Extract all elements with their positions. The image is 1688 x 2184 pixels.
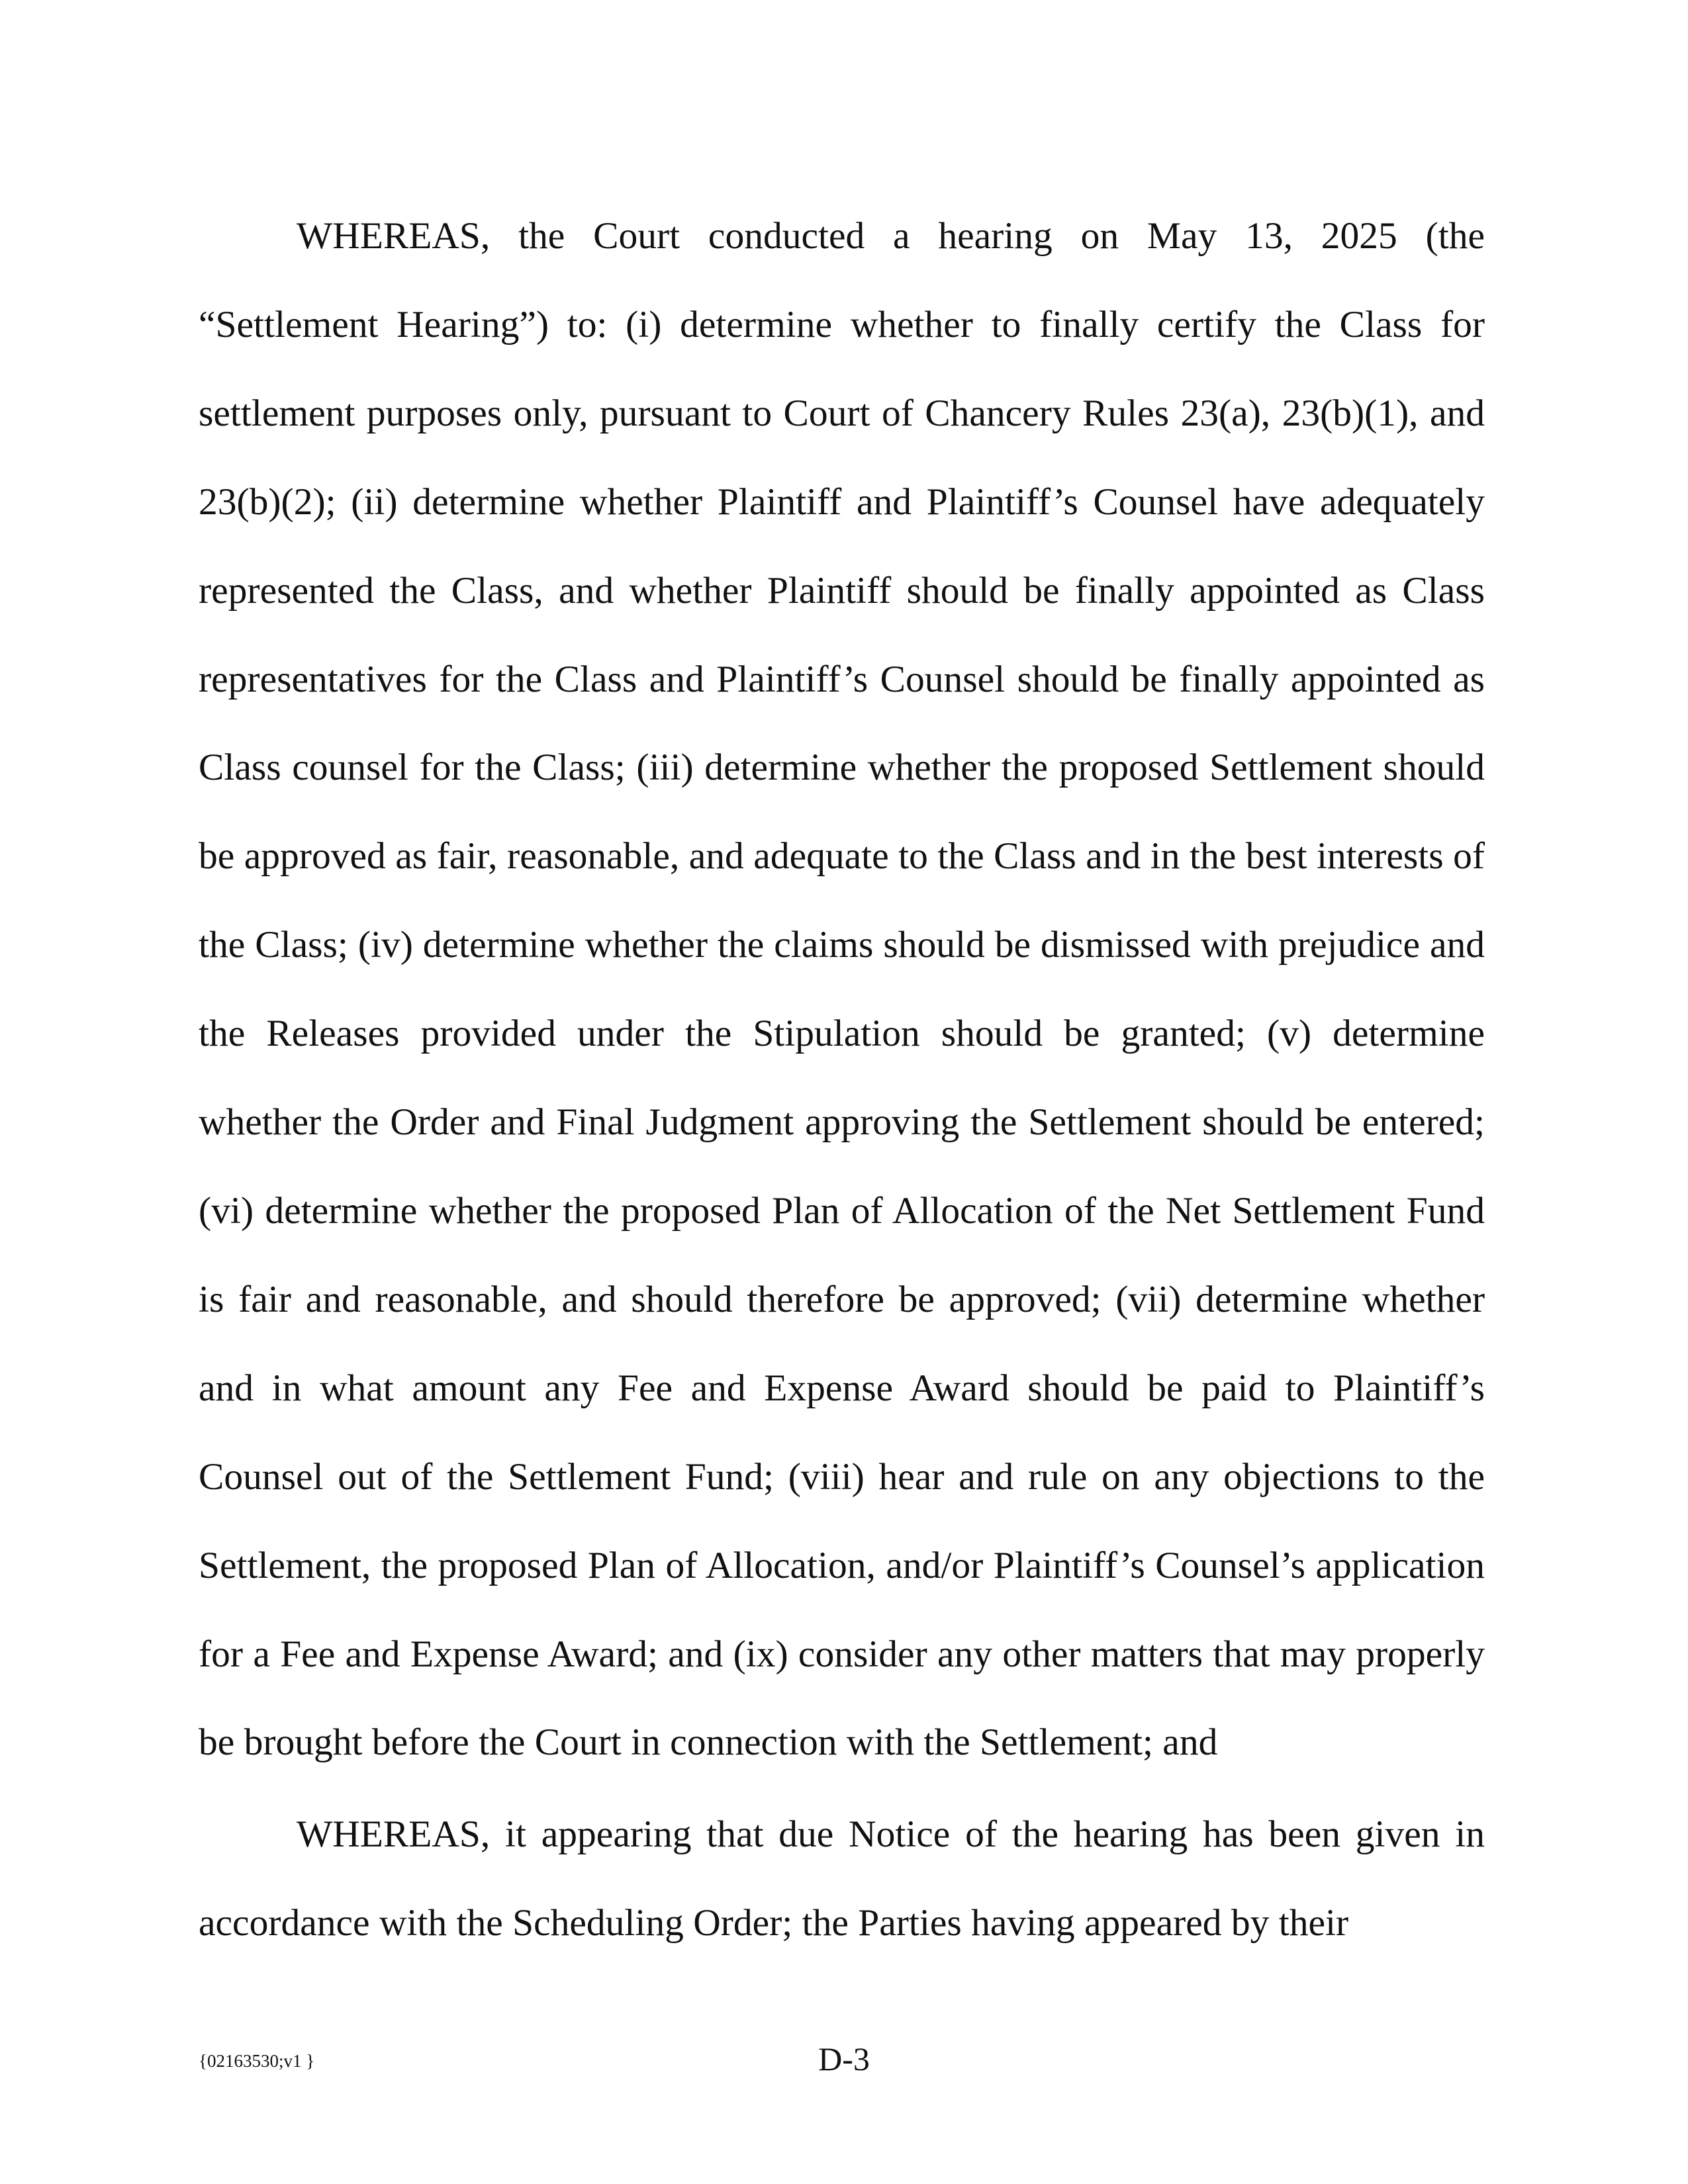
footer-document-id: {02163530;v1 } bbox=[199, 2051, 315, 2071]
page-number: D-3 bbox=[818, 2040, 870, 2077]
paragraph-whereas-notice: WHEREAS, it appearing that due Notice of the hearing has been given in accordance with the Scheduling Order; the Parties having appeared by their bbox=[199, 1813, 1485, 1944]
paragraph-whereas-hearing: WHEREAS, the Court conducted a hearing on May 13, 2025 (the “Settlement Hearing”) to: (i) determine whether to finally certify the Class for settlement purposes only, pursuant to Court of Chancery Rules 23(a), 23(b)(1), and 23(b)(2); (ii) determine whether Plaintiff and Plaintiff’s Counsel have adequately represented the Class, and whether Plaintiff should be finally appointed as Class representatives for the Class and Plaintiff’s Counsel should be finally appointed as Class counsel for the Class; (iii) determine whether the proposed Settlement should be approved as fair, reasonable, and adequate to the Class and in the best interests of the Class; (iv) determine whether the claims should be dismissed with prejudice and the Releases provided under the Stipulation should be granted; (v) determine whether the Order and Final Judgment approving the Settlement should be entered; (vi) determine whether the proposed Plan of Allocation of the Net Settlement Fund is fair and reasonable, and should therefore be approved; (vii) determine whether and in what amount any Fee and Expense Award should be paid to Plaintiff’s Counsel out of the Settlement Fund; (viii) hear and rule on any objections to the Settlement, the proposed Plan of Allocation, and/or Plaintiff’s Counsel’s application for a Fee and Expense Award; and (ix) consider any other matters that may properly be brought before the Court in connection with the Settlement; and bbox=[199, 215, 1485, 1764]
document-body bbox=[199, 192, 1485, 1968]
